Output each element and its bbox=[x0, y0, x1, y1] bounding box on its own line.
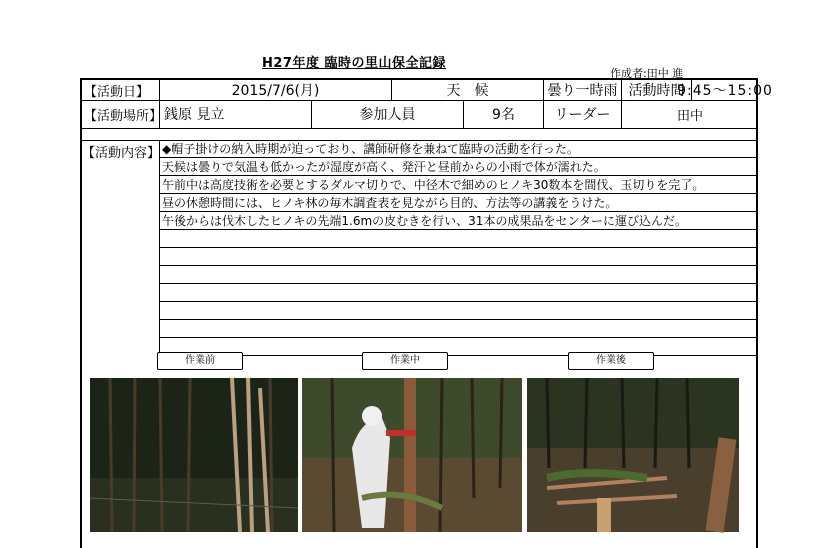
weather-label: 天 候 bbox=[392, 80, 544, 100]
place-row bbox=[82, 100, 756, 129]
content-line bbox=[160, 248, 758, 266]
content-line: 午前中は高度技術を必要とするダルマ切りで、中径木で細めのヒノキ30数本を間伐、玉切りを完了。 bbox=[160, 176, 758, 194]
content-line bbox=[160, 266, 758, 284]
place-label: 【活動場所】 bbox=[82, 100, 160, 128]
content-line bbox=[160, 338, 758, 356]
content-line bbox=[160, 230, 758, 248]
leader-value: 田中 bbox=[676, 108, 703, 124]
content-line: 昼の休憩時間には、ヒノキ林の毎木調査表を見ながら目的、方法等の講義をうけた。 bbox=[160, 194, 758, 212]
photo-before bbox=[90, 378, 298, 532]
content-notes bbox=[160, 140, 758, 356]
content-label: 【活動内容】 bbox=[82, 140, 160, 352]
people-label: 参加人員 bbox=[312, 100, 464, 128]
photo-after bbox=[527, 378, 739, 532]
leader-label: リーダー bbox=[544, 100, 622, 128]
content-line: 午後からは伐木したヒノキの先端1.6mの皮むきを行い、31本の成果品をセンターに運び込んだ。 bbox=[160, 212, 758, 230]
photo-label-after: 作業後 bbox=[568, 352, 654, 370]
time-label: 活動時間 bbox=[622, 80, 692, 100]
content-line bbox=[160, 320, 758, 338]
content-line bbox=[160, 284, 758, 302]
content-line: ◆帽子掛けの納入時期が迫っており、講師研修を兼ねて臨時の活動を行った。 bbox=[160, 140, 758, 158]
date-label: 【活動日】 bbox=[82, 80, 160, 100]
photo-label-before: 作業前 bbox=[157, 352, 243, 370]
photo-label-during: 作業中 bbox=[362, 352, 448, 370]
date-row bbox=[82, 80, 773, 101]
time-value: 9:45～15:00 bbox=[677, 83, 773, 99]
content-line: 天候は曇りで気温も低かったが湿度が高く、発汗と昼前からの小雨で体が濡れた。 bbox=[160, 158, 758, 176]
weather-value: 曇り一時雨 bbox=[544, 80, 622, 100]
page-title: H27年度 臨時の里山保全記録 bbox=[262, 56, 446, 71]
record-sheet bbox=[80, 78, 773, 548]
content-line bbox=[160, 302, 758, 320]
people-value: 9名 bbox=[464, 100, 544, 128]
photo-during bbox=[302, 378, 522, 532]
date-value: 2015/7/6(月) bbox=[160, 80, 392, 100]
place-value: 銭原 見立 bbox=[160, 100, 312, 128]
author-label: 作成者:田中 進 bbox=[610, 67, 684, 80]
